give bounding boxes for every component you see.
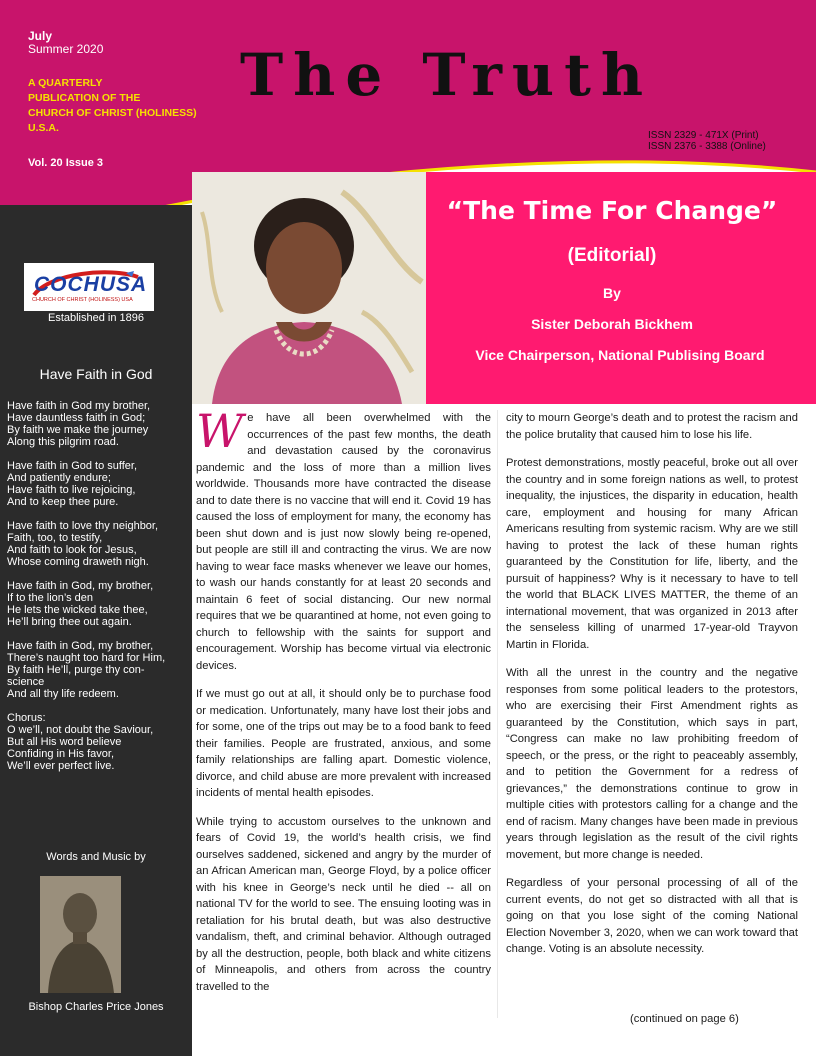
poem-chorus: Chorus: O we’ll, not doubt the Saviour, But all His word believe Confiding in His favor, We’ll ever perfect live. xyxy=(7,712,154,772)
words-music-label: Words and Music by xyxy=(46,851,146,863)
author-photo xyxy=(192,172,426,404)
publication-line: U.S.A. xyxy=(28,122,59,134)
article-paragraph: Regardless of your personal processing of all of the current events, do not get so distracted with all that is going on that you lose sight of the coming National Election November 3, 2020, when we can work toward that change. Voting is an absolute necessity. xyxy=(506,877,798,955)
publication-line: A QUARTERLY xyxy=(28,77,103,89)
author-position: Vice Chairperson, National Publising Board xyxy=(475,347,765,363)
article-paragraph: While trying to accustom ourselves to the unknown and fears of Covid 19, the world’s health crisis, we find ourselves saddened, sickened and angry by the murder of an African American man, George Floyd, by a police officer with his knee in George’s neck until he died -- all on national TV for the world to see. The ensuing looting was in retaliation for his brutal death, but was also destructive vandalism, theft, and criminal behavior. Although outraged by all the destruction, people, both black and white citizens of Minneapolis, and others from across the country travelled to the xyxy=(196,815,491,993)
author-name: Sister Deborah Bickhem xyxy=(531,316,693,332)
article-title: “The Time For Change” xyxy=(446,196,778,225)
article-column-2 xyxy=(506,410,798,970)
poem-stanza: Have faith to love thy neighbor, Faith, too, to testify, And faith to look for Jesus, Whose coming draweth nigh. xyxy=(7,520,159,568)
byline-by: By xyxy=(603,285,621,301)
poem-stanza: Have faith in God my brother, Have dauntless faith in God; By faith we make the journey Along this pilgrim road. xyxy=(7,400,151,448)
issue-month: July xyxy=(28,29,53,43)
cochusa-logo xyxy=(24,263,154,311)
poem-stanza: Have faith in God, my brother, There’s naught too hard for Him, By faith He’ll, purge thy con- science And all thy life redeem. xyxy=(7,640,166,700)
column-divider xyxy=(497,410,498,1018)
article-column-1 xyxy=(196,404,491,1007)
article-paragraph: Protest demonstrations, mostly peaceful, broke out all over the country and in some foreign nations as well, to protest inequality, the injustices, the disparity in education, health care, employment and housing for many African Americans resulting from systemic racism. Why are we still having to protest the lack of these human rights guaranteed by the Constitution for life, liberty, and the pursuit of happiness? Why is it necessary to have to tell the world that BLACK LIVES MATTER, the theme of an international movement, that was organized in 2013 after the senseless killing of unarmed 17-year-old Trayvon Martin in Florida. xyxy=(506,457,798,651)
established-caption: Established in 1896 xyxy=(47,312,144,324)
masthead-title: The Truth xyxy=(240,41,654,109)
sidebar xyxy=(0,205,192,1056)
bishop-portrait-image xyxy=(40,876,121,993)
logo-text: COCHUSA xyxy=(34,273,148,296)
article-paragraph: city to mourn George’s death and to protest the racism and the police brutality that caused him to lose his life. xyxy=(506,412,798,441)
issn-block xyxy=(648,130,766,152)
publication-line: PUBLICATION OF THE xyxy=(28,92,141,104)
logo-subtext: CHURCH OF CHRIST (HOLINESS) USA xyxy=(32,297,133,303)
publication-line: CHURCH OF CHRIST (HOLINESS) xyxy=(28,107,197,119)
volume-issue: Vol. 20 Issue 3 xyxy=(28,157,104,169)
article-paragraph: With all the unrest in the country and the negative responses from some political leaders to the protestors, who are exercising their First Amendment rights as guaranteed by the Constitution, which says in part, “Congress can make no law prohibiting freedom of speech, or the press, or the right to peaceably assembly, and to petition the Government for a redress of grievances,” the demonstrations continue to grow in multiple cities with protestors calling for a change and the end of racism. Many changes have been made in previous years through legislation as the result of the civil rights movement, but more change is needed. xyxy=(506,667,798,861)
portrait-bust-icon xyxy=(40,876,121,993)
author-portrait-icon xyxy=(192,172,426,404)
article-subtitle: (Editorial) xyxy=(567,245,657,266)
portrait-caption: Bishop Charles Price Jones xyxy=(28,1001,164,1013)
poem xyxy=(7,400,191,784)
poem-stanza: Have faith in God to suffer, And patiently endure; Have faith to live rejoicing, And to keep thee pure. xyxy=(7,460,138,508)
continued-note: (continued on page 6) xyxy=(630,1013,739,1025)
paragraph-text: e have all been overwhelmed with the occurrences of the past few months, the death and devastation caused by the coronavirus pandemic and the loss of more than a million lives worldwide. Thousands more have contracted the disease and to date there is no vaccine that will end it. Covid 19 has caused the loss of employment for many, the economy has been shut down and is just now slowly being re-opened, but people are still ill and contracting the virus. We are now having to wear face masks whenever we leave our homes, to wash our hands constantly for at least 20 seconds and maintain 6 feet of social distancing. Our new normal requires that we be quarantined at home, not even going to church to fellowship with the saints for support and encouragement. Worship has become virtual via electronic devices. xyxy=(196,412,491,672)
issn-online: ISSN 2376 - 3388 (Online) xyxy=(648,141,766,152)
drop-cap: W xyxy=(196,404,244,458)
issue-season: Summer 2020 xyxy=(28,42,104,56)
issue-date xyxy=(28,30,103,56)
issn-print: ISSN 2329 - 471X (Print) xyxy=(648,130,759,141)
article-paragraph: If we must go out at all, it should only be to purchase food or medication. Unfortunately, many have lost their jobs and for some, one of the trips out may be to a food bank to feed their families. People are frustrated, anxious, and some family relationships are falling apart. Domestic violence, divorce, and child abuse are more prevalent with increased incidents of mental health episodes. xyxy=(196,688,491,799)
poem-stanza: Have faith in God, my brother, If to the lion’s den He lets the wicked take thee, He’ll bring thee out again. xyxy=(7,580,154,628)
poem-title: Have Faith in God xyxy=(39,366,153,382)
publication-description xyxy=(28,76,228,136)
article-title-box xyxy=(426,172,816,404)
article-paragraph xyxy=(196,404,491,674)
